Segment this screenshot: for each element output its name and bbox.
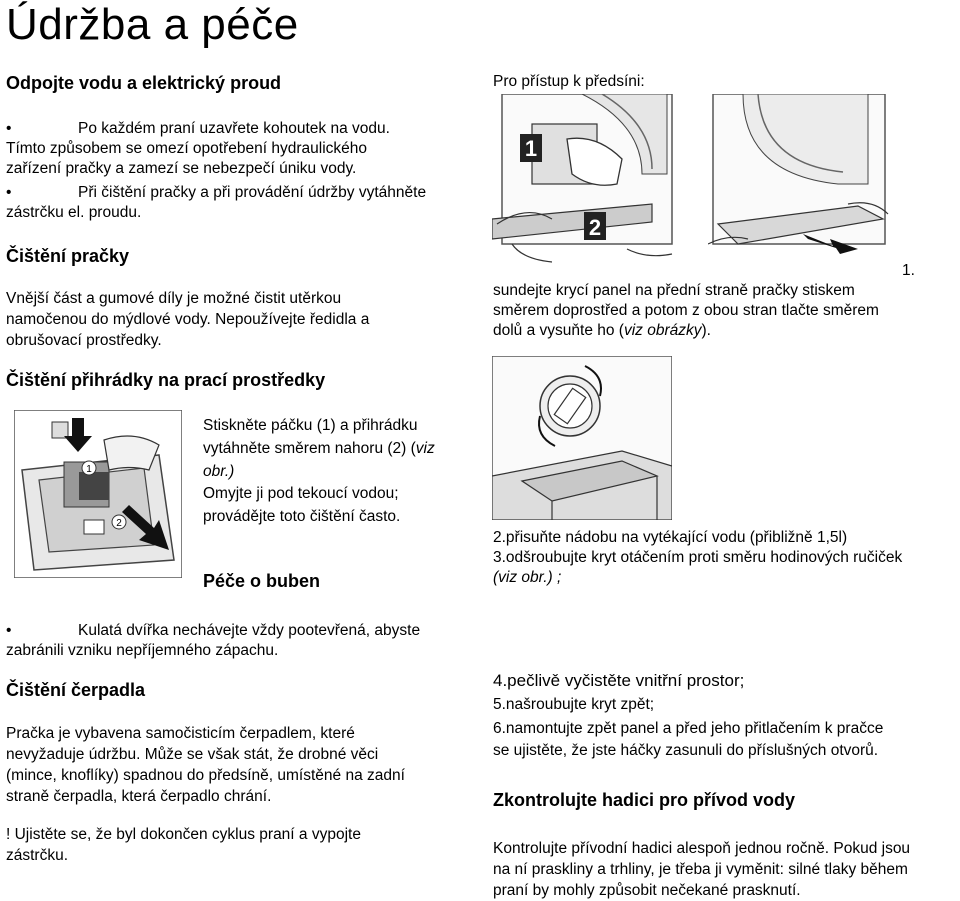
hose-text-3: praní by mohly způsobit nečekané prasknutí. [493, 882, 801, 899]
bullet-1: • Po každém praní uzavřete kohoutek na vodu. [6, 120, 390, 137]
section-heading-disconnect: Odpojte vodu a elektrický proud [6, 73, 282, 93]
step-3-line2: (viz obr.) ; [493, 569, 562, 586]
pump-text-1: Pračka je vybavena samočisticím čerpadlem, které [6, 725, 355, 742]
drawer-text-2: vytáhněte směrem nahoru (2) (viz [203, 440, 435, 457]
bullet-2-line2: zástrčku el. proudu. [6, 204, 142, 221]
pump-text-4: straně čerpadla, která čerpadlo chrání. [6, 788, 272, 805]
step-2: 2.přisuňte nádobu na vytékající vodu (přibližně 1,5l) [493, 529, 848, 546]
pump-cover-illustration [492, 356, 672, 520]
step-6-line2: se ujistěte, že jste háčky zasunuli do příslušných otvorů. [493, 742, 879, 759]
access-label: Pro přístup k předsíni: [493, 73, 645, 90]
bullet-2: • Při čištění pračky a při provádění údržby vytáhněte [6, 184, 427, 201]
bullet-1-line2: Tímto způsobem se omezí opotřebení hydraulického [6, 140, 367, 157]
bullet-marker: • [6, 120, 12, 137]
step-1-number: 1. [902, 262, 915, 279]
section-heading-drum: Péče o buben [203, 571, 321, 591]
panel-step-2-label: 2 [588, 215, 602, 240]
cleaning-text-1: Vnější část a gumové díly je možné čistit utěrkou [6, 290, 342, 307]
cleaning-text-3: obrušovací prostředky. [6, 332, 162, 349]
hose-text-1: Kontrolujte přívodní hadici alespoň jednou ročně. Pokud jsou [493, 840, 911, 857]
cleaning-text-2: namočenou do mýdlové vody. Nepoužívejte ředidla a [6, 311, 370, 328]
bullet-marker: • [6, 184, 12, 201]
section-heading-pump: Čištění čerpadla [6, 680, 146, 700]
step-1-line1: sundejte krycí panel na přední straně pračky stiskem [493, 282, 855, 299]
drawer-label-1: 1 [86, 464, 92, 475]
pump-text-2: nevyžaduje údržbu. Může se však stát, že drobné věci [6, 746, 379, 763]
panel-removal-illustration-2 [708, 94, 890, 270]
step-1-line3: dolů a vysuňte ho (viz obrázky). [493, 322, 711, 339]
drawer-text-3: obr.) [203, 463, 235, 480]
section-heading-cleaning: Čištění pračky [6, 246, 130, 266]
section-heading-hose: Zkontrolujte hadici pro přívod vody [493, 790, 796, 810]
page-title: Údržba a péče [6, 0, 299, 49]
step-1-line2: směrem doprostřed a potom z obou stran tlačte směrem [493, 302, 879, 319]
drum-text-1: • Kulatá dvířka nechávejte vždy pootevřená, abyste [6, 622, 421, 639]
hose-text-2: na ní praskliny a trhliny, je třeba ji vyměnit: silné tlaky během [493, 861, 908, 878]
drawer-label-2: 2 [116, 518, 122, 529]
step-5: 5.našroubujte kryt zpět; [493, 696, 655, 713]
bullet-1-line3: zařízení pračky a zamezí se nebezpečí úniku vody. [6, 160, 357, 177]
drawer-text-5: provádějte toto čištění často. [203, 508, 401, 525]
pump-warning-2: zástrčku. [6, 847, 69, 864]
drawer-text-1: Stiskněte páčku (1) a přihrádku [203, 417, 418, 434]
pump-text-3: (mince, knoflíky) spadnou do předsíně, umístěné na zadní [6, 767, 405, 784]
drawer-text-4: Omyjte ji pod tekoucí vodou; [203, 485, 399, 502]
pump-warning-1: ! Ujistěte se, že byl dokončen cyklus praní a vypojte [6, 826, 361, 843]
drum-text-2: zabránili vzniku nepříjemného zápachu. [6, 642, 279, 659]
panel-step-1-label: 1 [524, 136, 538, 161]
drawer-illustration [14, 410, 182, 578]
step-6-line1: 6.namontujte zpět panel a před jeho přitlačením k pračce [493, 720, 884, 737]
section-heading-drawer: Čištění přihrádky na prací prostředky [6, 370, 326, 390]
bullet-marker: • [6, 622, 12, 639]
step-3-line1: 3.odšroubujte kryt otáčením proti směru hodinových ručiček [493, 549, 903, 566]
panel-removal-illustration-1 [492, 94, 678, 266]
step-4: 4.pečlivě vyčistěte vnitřní prostor; [493, 671, 745, 690]
